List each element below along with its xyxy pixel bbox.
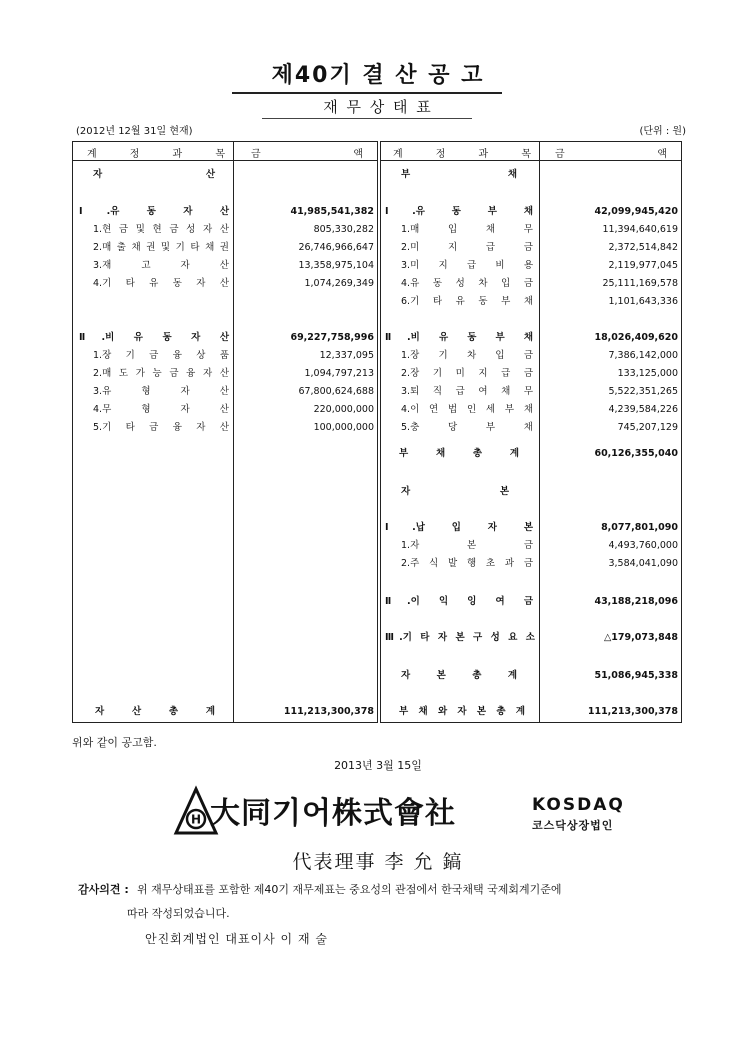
audit-opinion-label: 감사의견 : <box>78 883 129 896</box>
assets-section: 자 산 <box>93 169 215 180</box>
table-row: 2.장 기 미 지 급 금 133,125,000 <box>401 368 678 379</box>
liabilities-equity-table <box>380 141 682 723</box>
table-row: 6.기 타 유 동 부 채 1,101,643,336 <box>401 296 678 307</box>
statement-title: 재 무 상 태 표 <box>323 98 433 116</box>
noncurrent-liabilities-row: Ⅱ.비 유 동 부 채 18,026,409,620 <box>385 332 678 343</box>
assets-table <box>72 141 378 723</box>
publication-date: 2013년 3월 15일 <box>334 759 422 772</box>
table-row: 3.재 고 자 산 13,358,975,104 <box>93 260 374 271</box>
logo-letter: H <box>190 812 202 827</box>
unit-label: (단위 : 원) <box>639 126 686 137</box>
table-row: 2.미 지 급 금 2,372,514,842 <box>401 242 678 253</box>
title-underline <box>232 92 502 94</box>
table-row: 4.무 형 자 산 220,000,000 <box>93 404 374 415</box>
equity-total-row: 자 본 총 계 51,086,945,338 <box>401 670 678 681</box>
header-rule <box>73 160 377 161</box>
page-title: 제40기 결 산 공 고 <box>271 63 485 88</box>
noncurrent-assets-row: Ⅱ.비 유 동 자 산 69,227,758,996 <box>79 332 374 343</box>
subtitle-underline <box>262 118 472 119</box>
auditor-name: 안진회계법인 대표이사 이 재 술 <box>145 932 328 946</box>
amount-header-left: 금 <box>555 149 565 160</box>
header-rule <box>381 160 681 161</box>
liabilities-total-row: 부 채 총 계 60,126,355,040 <box>399 448 678 459</box>
table-row: 1.자 본 금 4,493,760,000 <box>401 540 678 551</box>
assets-total-row: 자 산 총 계 111,213,300,378 <box>95 706 374 717</box>
account-header: 계 정 과 목 <box>87 149 225 160</box>
table-row: 4.유 동 성 차 입 금 25,111,169,578 <box>401 278 678 289</box>
other-equity-row: Ⅲ.기 타 자 본 구 성 요 소 △179,073,848 <box>385 632 678 643</box>
table-row: 3.유 형 자 산 67,800,624,688 <box>93 386 374 397</box>
table-row: 2.매 도 가 능 금 융 자 산 1,094,797,213 <box>93 368 374 379</box>
equity-section: 자 본 <box>401 486 509 497</box>
announcement-note: 위와 같이 공고함. <box>72 736 157 749</box>
table-row: 3.미 지 급 비 용 2,119,977,045 <box>401 260 678 271</box>
table-row: 3.퇴 직 급 여 채 무 5,522,351,265 <box>401 386 678 397</box>
table-row: 1.매 입 채 무 11,394,640,619 <box>401 224 678 235</box>
kosdaq-listed-label: 코스닥상장법인 <box>532 819 614 832</box>
account-header: 계 정 과 목 <box>393 149 531 160</box>
current-liabilities-row: Ⅰ.유 동 부 채 42,099,945,420 <box>385 206 678 217</box>
amount-header-right: 액 <box>657 149 667 160</box>
audit-opinion-line1: 위 재무상태표를 포함한 제40기 재무제표는 중요성의 관점에서 한국채택 국제회계기준에 <box>137 883 562 896</box>
table-row: 5.충 당 부 채 745,207,129 <box>401 422 678 433</box>
representative-director: 代表理事 李 允 鎬 <box>292 851 464 873</box>
table-row: 2.매 출 채 권 및 기 타 채 권 26,746,966,647 <box>93 242 374 253</box>
paid-in-capital-row: Ⅰ.납 입 자 본 8,077,801,090 <box>385 522 678 533</box>
table-row: 1.장 기 차 입 금 7,386,142,000 <box>401 350 678 361</box>
as-of-date: (2012년 12월 31일 현재) <box>76 126 193 137</box>
table-row: 4.이 연 법 인 세 부 채 4,239,584,226 <box>401 404 678 415</box>
table-row: 1.장 기 금 융 상 품 12,337,095 <box>93 350 374 361</box>
current-assets-row: Ⅰ.유 동 자 산 41,985,541,382 <box>79 206 374 217</box>
audit-opinion-line2: 따라 작성되었습니다. <box>127 907 230 920</box>
table-row: 2.주 식 발 행 초 과 금 3,584,041,090 <box>401 558 678 569</box>
kosdaq-mark: KOSDAQ <box>532 795 625 815</box>
amount-header-left: 금 <box>251 149 261 160</box>
company-name: 大同기어株式會社 <box>210 796 456 831</box>
table-row: 5.기 타 금 융 자 산 100,000,000 <box>93 422 374 433</box>
table-row: 4.기 타 유 동 자 산 1,074,269,349 <box>93 278 374 289</box>
liabilities-section: 부 채 <box>401 169 517 180</box>
retained-earnings-row: Ⅱ.이 익 잉 여 금 43,188,218,096 <box>385 596 678 607</box>
table-row: 1.현 금 및 현 금 성 자 산 805,330,282 <box>93 224 374 235</box>
amount-header-right: 액 <box>353 149 363 160</box>
liabilities-equity-total-row: 부 채 와 자 본 총 계 111,213,300,378 <box>399 706 678 717</box>
